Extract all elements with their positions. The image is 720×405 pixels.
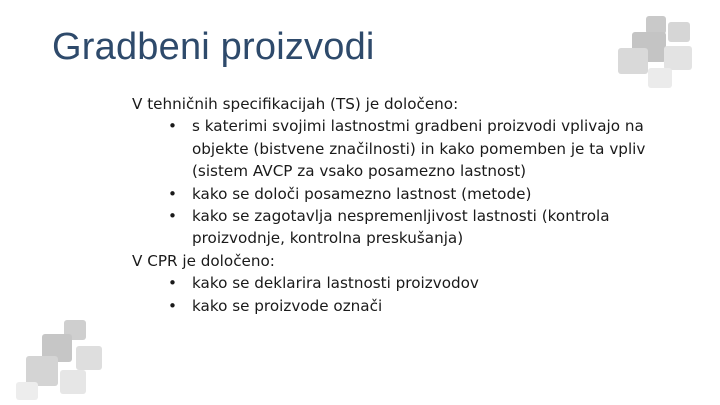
decorative-squares-top-right: [608, 12, 708, 92]
deco-square: [664, 46, 692, 70]
list-item: [132, 205, 702, 250]
section-heading: V tehničnih specifikacijah (TS) je določeno:: [132, 95, 459, 113]
deco-square: [668, 22, 690, 42]
list-item-text: kako se zagotavlja nespremenljivost lastnosti (kontrola proizvodnje, kontrolna preskušanja): [192, 207, 610, 248]
deco-square: [76, 346, 102, 370]
list-item-text: kako se določi posamezno lastnost (metode): [192, 184, 532, 203]
list-item: [132, 272, 702, 294]
deco-square: [60, 370, 86, 394]
bullet-icon: •: [168, 117, 177, 136]
list-item-text: kako se deklarira lastnosti proizvodov: [192, 274, 479, 293]
deco-square: [16, 382, 38, 400]
deco-square: [648, 68, 672, 88]
slide-body: [132, 93, 702, 317]
list-item: [132, 183, 702, 205]
decorative-squares-bottom-left: [14, 316, 114, 401]
list-item: [132, 295, 702, 317]
bullet-icon: •: [168, 274, 177, 293]
deco-square: [618, 48, 648, 74]
list-item: [132, 115, 702, 182]
list-item-text: kako se proizvode označi: [192, 296, 383, 315]
bullet-list: [132, 115, 702, 249]
bullet-icon: •: [168, 296, 177, 315]
slide-title: Gradbeni proizvodi: [52, 26, 375, 68]
bullet-list: [132, 272, 702, 317]
bullet-icon: •: [168, 207, 177, 226]
bullet-icon: •: [168, 184, 177, 203]
list-item-text: s katerimi svojimi lastnostmi gradbeni proizvodi vplivajo na objekte (bistvene značilnosti) in kako pomemben je ta vpliv (sistem AVCP za vsako posamezno lastnost): [192, 117, 646, 181]
section-heading: V CPR je določeno:: [132, 251, 275, 270]
